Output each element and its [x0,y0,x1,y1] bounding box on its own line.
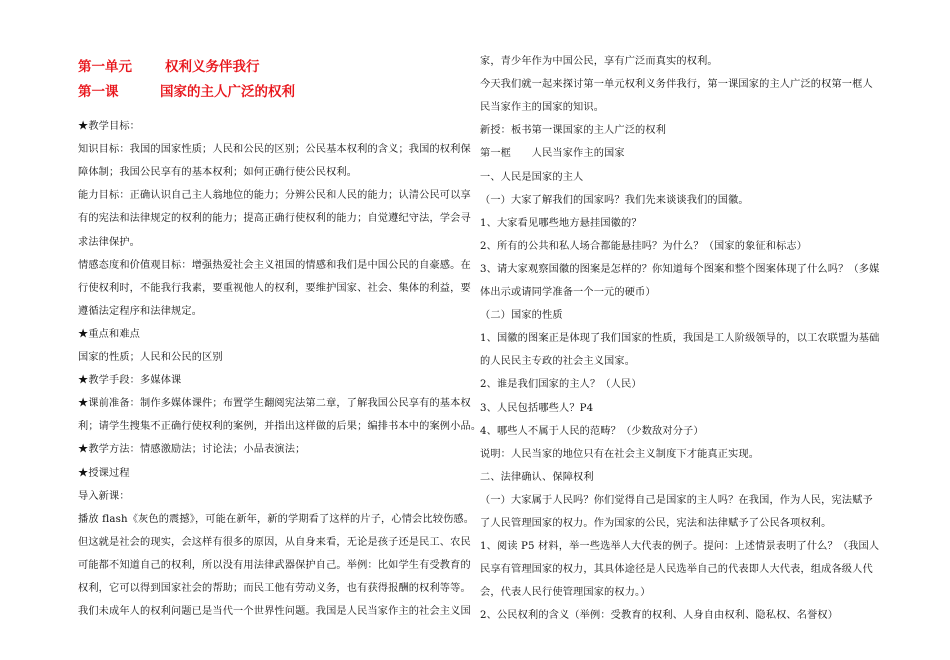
text-line: 3、请大家观察国徽的图案是怎样的？你知道每个图案和整个图案体现了什么吗？（多媒 [480,263,880,275]
text-line: 求法律保护。 [78,236,141,248]
unit-label: 第一单元 [78,59,132,75]
text-line: 2、所有的公共和私人场合都能悬挂吗？为什么？（国家的象征和标志） [480,240,808,252]
lesson-label: 第一课 [78,84,119,100]
text-line: 2、公民权利的含义（举例：受教育的权利、人身自由权利、隐私权、名誉权） [480,610,839,622]
text-line: 说明：人民当家的地位只有在社会主义制度下才能真正实现。 [480,448,760,460]
text-line: 体出示或请同学准备一个一元的硬币） [480,287,656,298]
text-line: ★课前准备：制作多媒体课件；布置学生翻阅宪法第二章，了解我国公民享有的基本权 [78,398,471,410]
text-line: 我们未成年人的权利问题已是当代一个世界性问题。我国是人民当家作主的社会主义国 [78,606,471,618]
text-line: （一）大家属于人民吗？你们觉得自己是国家的主人吗？在我国，作为人民，宪法赋予 [480,494,873,506]
text-line: 会，代表人民行使管理国家的权力。） [480,587,651,599]
text-line: 新授：板书第一课国家的主人广泛的权利 [480,125,667,137]
text-line: 一、人民是国家的主人 [480,171,584,183]
text-line: 1、大家看见哪些地方悬挂国徽的？ [480,217,642,229]
text-line: 家，青少年作为中国公民，享有广泛而真实的权利。 [480,56,718,67]
text-line: ★授课过程 [78,467,130,479]
text-line: 1、国徽的图案正是体现了我们国家的性质，我国是工人阶级领导的，以工农联盟为基础 [480,333,880,345]
text-line: 2、谁是我们国家的主人？（人民） [480,379,642,391]
text-line: 二、法律确认、保障权利 [480,471,594,483]
text-line: 播放 flash《灰色的震撼》，可能在新年，新的学期看了这样的片子，心情会比较伤感。 [78,513,475,525]
text-line: 遵循法定程序和法律规定。 [78,305,203,317]
text-line: 3、人民包括哪些人？P4 [480,402,594,414]
text-line: 可能都不知道自己的权利，所以没有用法律武器保护自己。举例：比如学生有受教育的 [78,559,471,571]
text-line: ★教学方法：情感激励法；讨论法；小品表演法； [78,444,306,456]
text-line: （二）国家的性质 [480,310,563,322]
text-line: 导入新课： [78,490,130,502]
text-line: 障体制；我国公民享有的基本权利；如何正确行使公民权利。 [78,167,358,179]
lesson-heading [78,80,295,100]
text-line: 今天我们就一起来探讨第一单元权利义务伴我行，第一课国家的主人广泛的权第一框人 [480,79,873,91]
text-line: 国家的性质；人民和公民的区别 [78,352,223,363]
text-line: 能力目标：正确认识自己主人翁地位的能力；分辨公民和人民的能力；认清公民可以享 [78,190,471,202]
text-line: 第一框 人民当家作主的国家 [480,148,625,160]
text-line: 民享有管理国家的权力，其具体途径是人民选举自己的代表即人大代表，组成各级人代 [480,564,873,576]
text-line: 行使权利时，不能我行我素，要重视他人的权利，要维护国家、社会、集体的利益，要 [78,282,471,294]
lesson-title: 国家的主人广泛的权利 [160,84,295,100]
text-line: 权利，它可以得到国家社会的帮助；而民工他有劳动义务，也有获得报酬的权利等等。 [78,583,471,594]
text-line: 利；请学生搜集不正确行使权利的案例，并指出这样做的后果；编排书本中的案例小品。 [78,421,482,433]
text-line: 民当家作主的国家的知识。 [480,102,605,114]
text-line: ★重点和难点 [78,328,141,340]
text-line: ★教学手段：多媒体课 [78,375,182,387]
text-line: 1、阅读 P5 材料，举一些选举人大代表的例子。提问：上述情景表明了什么？（我国人 [480,541,880,553]
text-line: 情感态度和价值观目标：增强热爱社会主义祖国的情感和我们是中国公民的自豪感。在 [78,259,471,271]
text-line: 有的宪法和法律规定的权利的能力；提高正确行使权利的能力；自觉遵纪守法，学会寻 [78,213,471,225]
text-line: ★教学目标： [78,121,141,132]
text-line: 了人民管理国家的权力。作为国家的公民，宪法和法律赋予了公民各项权利。 [480,518,832,529]
text-line: （一）大家了解我们的国家吗？我们先来谈谈我们的国徽。 [480,194,749,206]
text-line: 知识目标：我国的国家性质；人民和公民的区别；公民基本权利的含义；我国的权利保 [78,144,471,156]
text-line: 4、哪些人不属于人民的范畴？（少数敌对分子） [480,425,704,437]
unit-title: 权利义务伴我行 [165,59,260,75]
unit-heading [78,55,260,75]
text-line: 但这就是社会的现实，会这样有很多的原因，从自身来看，无论是孩子还是民工、农民 [78,536,471,548]
text-line: 的人民民主专政的社会主义国家。 [480,356,636,368]
